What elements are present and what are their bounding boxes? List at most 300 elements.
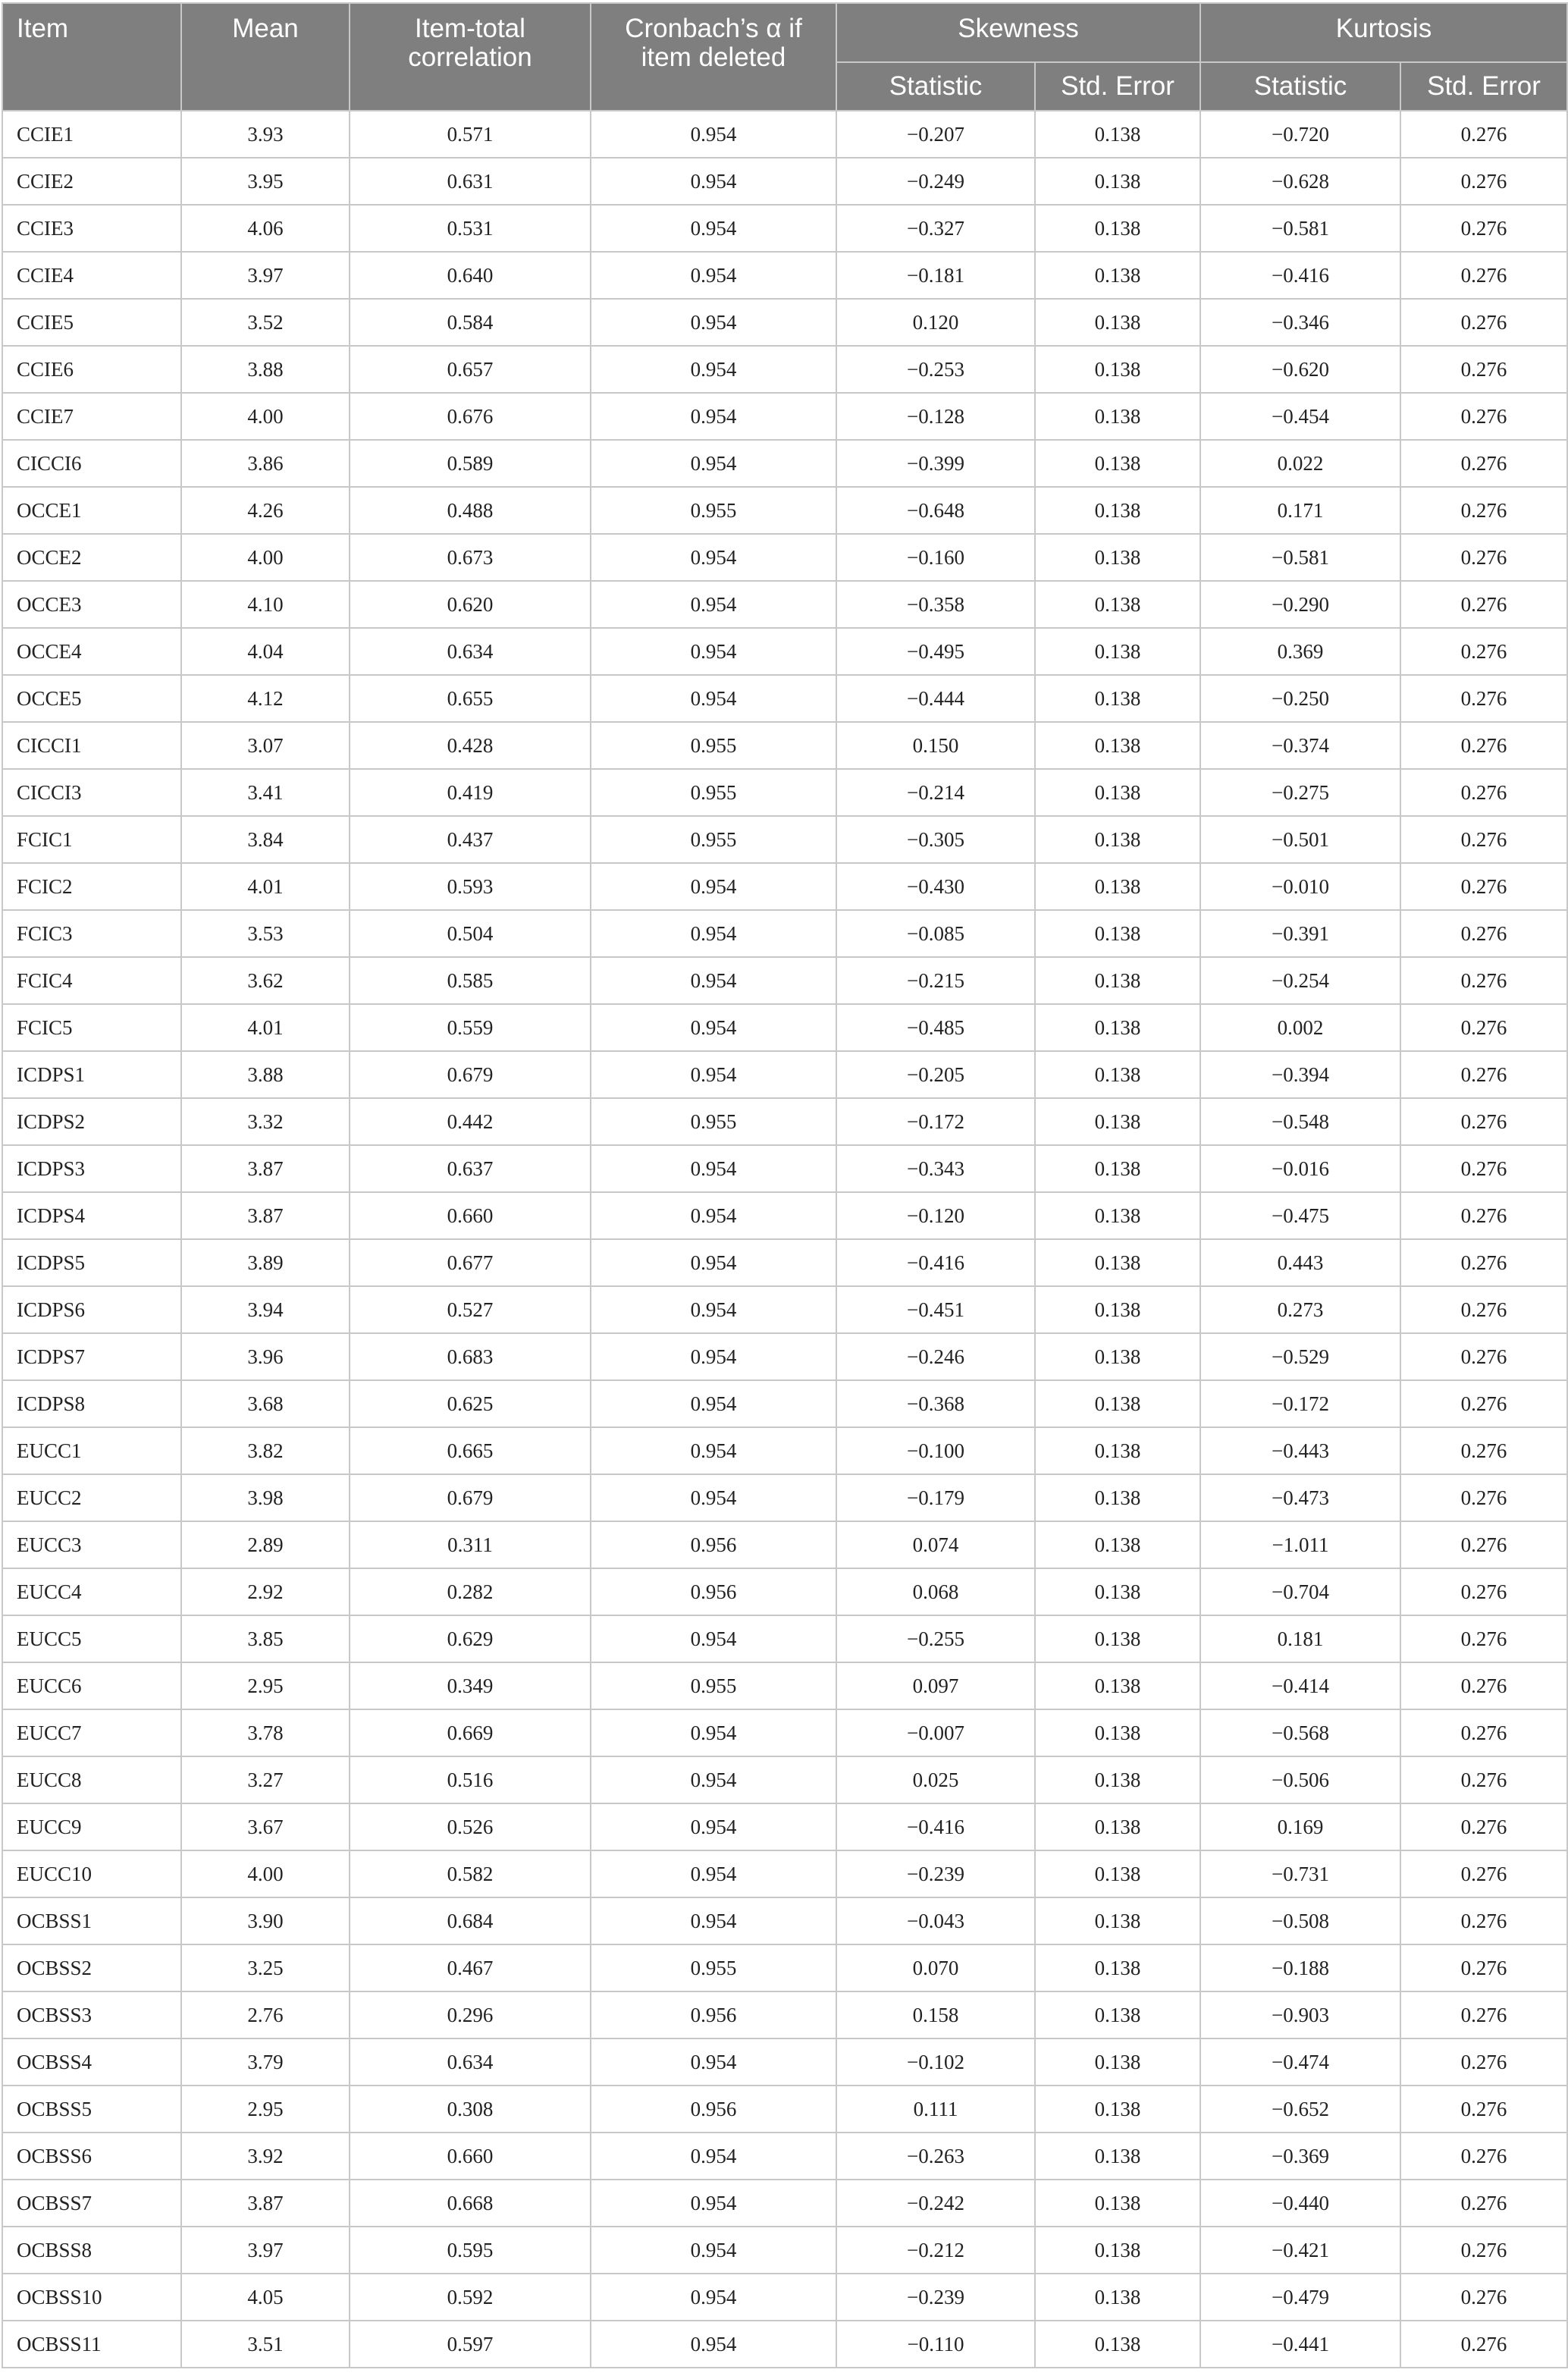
cell-mean: 3.95 [181, 158, 350, 205]
cell-alpha-if-deleted: 0.954 [591, 393, 836, 440]
cell-kurtosis-statistic: −0.254 [1200, 957, 1400, 1004]
cell-skewness-std-error: 0.138 [1035, 1521, 1200, 1568]
cell-alpha-if-deleted: 0.954 [591, 1145, 836, 1192]
cell-kurtosis-statistic: 0.369 [1200, 628, 1400, 675]
cell-item-total-correlation: 0.665 [350, 1427, 591, 1474]
cell-item-total-correlation: 0.677 [350, 1239, 591, 1286]
cell-kurtosis-statistic: −0.506 [1200, 1756, 1400, 1803]
table-row [2, 440, 1567, 487]
cell-skewness-statistic: −0.255 [836, 1615, 1035, 1662]
cell-alpha-if-deleted: 0.954 [591, 581, 836, 628]
cell-item: CCIE3 [2, 205, 181, 252]
cell-skewness-statistic: −0.358 [836, 581, 1035, 628]
cell-skewness-statistic: 0.070 [836, 1944, 1035, 1991]
cell-item: OCBSS5 [2, 2086, 181, 2133]
header-item: Item [2, 3, 181, 111]
table-row [2, 1004, 1567, 1051]
cell-kurtosis-std-error: 0.276 [1400, 1850, 1567, 1897]
cell-skewness-std-error: 0.138 [1035, 1897, 1200, 1944]
cell-kurtosis-std-error: 0.276 [1400, 1474, 1567, 1521]
cell-kurtosis-std-error: 0.276 [1400, 1568, 1567, 1615]
cell-skewness-std-error: 0.138 [1035, 1709, 1200, 1756]
cell-skewness-statistic: −0.160 [836, 534, 1035, 581]
cell-item: OCBSS10 [2, 2274, 181, 2321]
cell-kurtosis-std-error: 0.276 [1400, 1615, 1567, 1662]
cell-kurtosis-statistic: −0.628 [1200, 158, 1400, 205]
cell-item: OCCE5 [2, 675, 181, 722]
cell-kurtosis-std-error: 0.276 [1400, 252, 1567, 299]
cell-mean: 3.85 [181, 1615, 350, 1662]
cell-item: FCIC3 [2, 910, 181, 957]
cell-item: CCIE4 [2, 252, 181, 299]
cell-item-total-correlation: 0.668 [350, 2180, 591, 2227]
header-alpha-if-deleted: Cronbach’s α if item deleted [591, 3, 836, 111]
cell-alpha-if-deleted: 0.954 [591, 2038, 836, 2086]
cell-item-total-correlation: 0.592 [350, 2274, 591, 2321]
cell-mean: 3.27 [181, 1756, 350, 1803]
cell-mean: 2.76 [181, 1991, 350, 2038]
cell-kurtosis-statistic: −0.010 [1200, 863, 1400, 910]
cell-item: OCBSS11 [2, 2321, 181, 2368]
cell-mean: 4.01 [181, 1004, 350, 1051]
cell-mean: 3.87 [181, 1192, 350, 1239]
cell-mean: 4.04 [181, 628, 350, 675]
cell-kurtosis-statistic: −0.374 [1200, 722, 1400, 769]
cell-skewness-std-error: 0.138 [1035, 581, 1200, 628]
cell-alpha-if-deleted: 0.956 [591, 1568, 836, 1615]
cell-skewness-statistic: 0.068 [836, 1568, 1035, 1615]
cell-alpha-if-deleted: 0.955 [591, 1098, 836, 1145]
cell-item: EUCC8 [2, 1756, 181, 1803]
cell-skewness-statistic: 0.111 [836, 2086, 1035, 2133]
header-kurtosis-std-error: Std. Error [1400, 62, 1567, 111]
table-row [2, 1192, 1567, 1239]
cell-item-total-correlation: 0.597 [350, 2321, 591, 2368]
cell-alpha-if-deleted: 0.954 [591, 1427, 836, 1474]
cell-alpha-if-deleted: 0.954 [591, 2180, 836, 2227]
cell-kurtosis-std-error: 0.276 [1400, 910, 1567, 957]
cell-mean: 3.51 [181, 2321, 350, 2368]
cell-item: OCBSS6 [2, 2133, 181, 2180]
cell-kurtosis-std-error: 0.276 [1400, 205, 1567, 252]
cell-skewness-statistic: −0.007 [836, 1709, 1035, 1756]
cell-item-total-correlation: 0.637 [350, 1145, 591, 1192]
cell-skewness-std-error: 0.138 [1035, 675, 1200, 722]
cell-skewness-std-error: 0.138 [1035, 1991, 1200, 2038]
cell-skewness-statistic: −0.120 [836, 1192, 1035, 1239]
cell-skewness-statistic: −0.215 [836, 957, 1035, 1004]
cell-item: OCBSS1 [2, 1897, 181, 1944]
cell-item: EUCC10 [2, 1850, 181, 1897]
cell-alpha-if-deleted: 0.955 [591, 722, 836, 769]
cell-skewness-std-error: 0.138 [1035, 2274, 1200, 2321]
cell-skewness-statistic: −0.179 [836, 1474, 1035, 1521]
cell-skewness-statistic: −0.085 [836, 910, 1035, 957]
cell-kurtosis-statistic: −0.731 [1200, 1850, 1400, 1897]
table-row [2, 1098, 1567, 1145]
cell-item: CCIE6 [2, 346, 181, 393]
cell-skewness-statistic: −0.368 [836, 1380, 1035, 1427]
cell-skewness-std-error: 0.138 [1035, 910, 1200, 957]
cell-alpha-if-deleted: 0.956 [591, 1991, 836, 2038]
cell-mean: 3.90 [181, 1897, 350, 1944]
cell-item-total-correlation: 0.655 [350, 675, 591, 722]
table-row [2, 957, 1567, 1004]
cell-skewness-std-error: 0.138 [1035, 1568, 1200, 1615]
cell-item: CCIE7 [2, 393, 181, 440]
cell-item: OCBSS8 [2, 2227, 181, 2274]
cell-mean: 3.97 [181, 2227, 350, 2274]
cell-mean: 3.82 [181, 1427, 350, 1474]
cell-kurtosis-std-error: 0.276 [1400, 1897, 1567, 1944]
cell-alpha-if-deleted: 0.954 [591, 205, 836, 252]
cell-item: FCIC4 [2, 957, 181, 1004]
cell-skewness-std-error: 0.138 [1035, 205, 1200, 252]
cell-kurtosis-std-error: 0.276 [1400, 1333, 1567, 1380]
cell-mean: 3.68 [181, 1380, 350, 1427]
table-row [2, 863, 1567, 910]
cell-mean: 4.06 [181, 205, 350, 252]
cell-skewness-statistic: −0.430 [836, 863, 1035, 910]
cell-kurtosis-std-error: 0.276 [1400, 1803, 1567, 1850]
cell-skewness-std-error: 0.138 [1035, 534, 1200, 581]
cell-item-total-correlation: 0.419 [350, 769, 591, 816]
cell-kurtosis-std-error: 0.276 [1400, 1192, 1567, 1239]
cell-mean: 3.41 [181, 769, 350, 816]
cell-mean: 3.52 [181, 299, 350, 346]
cell-alpha-if-deleted: 0.955 [591, 1662, 836, 1709]
header-kurtosis-statistic: Statistic [1200, 62, 1400, 111]
cell-alpha-if-deleted: 0.954 [591, 111, 836, 158]
cell-mean: 3.97 [181, 252, 350, 299]
cell-item: EUCC6 [2, 1662, 181, 1709]
cell-alpha-if-deleted: 0.954 [591, 252, 836, 299]
cell-item-total-correlation: 0.467 [350, 1944, 591, 1991]
cell-skewness-statistic: −0.102 [836, 2038, 1035, 2086]
cell-skewness-std-error: 0.138 [1035, 1944, 1200, 1991]
cell-skewness-std-error: 0.138 [1035, 1380, 1200, 1427]
cell-item: OCCE3 [2, 581, 181, 628]
cell-kurtosis-std-error: 0.276 [1400, 2227, 1567, 2274]
cell-alpha-if-deleted: 0.954 [591, 1051, 836, 1098]
table-row [2, 628, 1567, 675]
cell-kurtosis-std-error: 0.276 [1400, 440, 1567, 487]
cell-item-total-correlation: 0.629 [350, 1615, 591, 1662]
cell-mean: 2.92 [181, 1568, 350, 1615]
cell-item: OCBSS7 [2, 2180, 181, 2227]
table-row [2, 1568, 1567, 1615]
cell-kurtosis-std-error: 0.276 [1400, 534, 1567, 581]
cell-skewness-statistic: 0.025 [836, 1756, 1035, 1803]
cell-skewness-statistic: −0.181 [836, 252, 1035, 299]
cell-mean: 4.00 [181, 534, 350, 581]
cell-mean: 4.10 [181, 581, 350, 628]
cell-mean: 3.67 [181, 1803, 350, 1850]
cell-kurtosis-statistic: −0.441 [1200, 2321, 1400, 2368]
cell-skewness-statistic: −0.172 [836, 1098, 1035, 1145]
cell-item: CICCI3 [2, 769, 181, 816]
cell-skewness-std-error: 0.138 [1035, 1051, 1200, 1098]
table-row [2, 1756, 1567, 1803]
cell-item-total-correlation: 0.428 [350, 722, 591, 769]
cell-alpha-if-deleted: 0.954 [591, 299, 836, 346]
cell-kurtosis-statistic: −0.454 [1200, 393, 1400, 440]
cell-mean: 3.87 [181, 2180, 350, 2227]
cell-item: ICDPS2 [2, 1098, 181, 1145]
cell-skewness-statistic: −0.416 [836, 1803, 1035, 1850]
cell-kurtosis-statistic: −0.016 [1200, 1145, 1400, 1192]
cell-skewness-std-error: 0.138 [1035, 1803, 1200, 1850]
header-kurtosis: Kurtosis [1200, 3, 1567, 62]
cell-kurtosis-statistic: −0.172 [1200, 1380, 1400, 1427]
cell-skewness-std-error: 0.138 [1035, 2086, 1200, 2133]
cell-kurtosis-std-error: 0.276 [1400, 2038, 1567, 2086]
cell-item: OCBSS2 [2, 1944, 181, 1991]
cell-kurtosis-std-error: 0.276 [1400, 816, 1567, 863]
cell-kurtosis-std-error: 0.276 [1400, 1521, 1567, 1568]
cell-mean: 3.32 [181, 1098, 350, 1145]
table-row [2, 534, 1567, 581]
cell-item-total-correlation: 0.679 [350, 1474, 591, 1521]
cell-skewness-statistic: −0.485 [836, 1004, 1035, 1051]
table-row [2, 2038, 1567, 2086]
cell-alpha-if-deleted: 0.954 [591, 1286, 836, 1333]
cell-item-total-correlation: 0.640 [350, 252, 591, 299]
cell-kurtosis-statistic: 0.169 [1200, 1803, 1400, 1850]
cell-item-total-correlation: 0.559 [350, 1004, 591, 1051]
cell-item: EUCC4 [2, 1568, 181, 1615]
cell-item-total-correlation: 0.634 [350, 628, 591, 675]
cell-skewness-std-error: 0.138 [1035, 1286, 1200, 1333]
cell-skewness-statistic: 0.074 [836, 1521, 1035, 1568]
cell-kurtosis-std-error: 0.276 [1400, 957, 1567, 1004]
cell-mean: 2.95 [181, 1662, 350, 1709]
cell-item: CCIE1 [2, 111, 181, 158]
cell-item-total-correlation: 0.442 [350, 1098, 591, 1145]
cell-kurtosis-std-error: 0.276 [1400, 2180, 1567, 2227]
cell-kurtosis-statistic: −0.275 [1200, 769, 1400, 816]
cell-kurtosis-std-error: 0.276 [1400, 2274, 1567, 2321]
cell-skewness-statistic: −0.214 [836, 769, 1035, 816]
table-row [2, 252, 1567, 299]
cell-item-total-correlation: 0.585 [350, 957, 591, 1004]
table-row [2, 1991, 1567, 2038]
cell-skewness-statistic: 0.150 [836, 722, 1035, 769]
cell-skewness-statistic: −0.399 [836, 440, 1035, 487]
cell-item-total-correlation: 0.584 [350, 299, 591, 346]
cell-skewness-std-error: 0.138 [1035, 2321, 1200, 2368]
cell-skewness-statistic: −0.305 [836, 816, 1035, 863]
cell-alpha-if-deleted: 0.954 [591, 957, 836, 1004]
table-row [2, 1803, 1567, 1850]
cell-kurtosis-std-error: 0.276 [1400, 1051, 1567, 1098]
cell-item-total-correlation: 0.571 [350, 111, 591, 158]
cell-item-total-correlation: 0.595 [350, 2227, 591, 2274]
table-row [2, 1474, 1567, 1521]
table-row [2, 1709, 1567, 1756]
cell-mean: 3.98 [181, 1474, 350, 1521]
table-row [2, 346, 1567, 393]
cell-mean: 3.07 [181, 722, 350, 769]
table-row [2, 205, 1567, 252]
cell-kurtosis-std-error: 0.276 [1400, 111, 1567, 158]
cell-mean: 4.00 [181, 393, 350, 440]
cell-alpha-if-deleted: 0.954 [591, 440, 836, 487]
cell-skewness-statistic: −0.207 [836, 111, 1035, 158]
cell-item-total-correlation: 0.308 [350, 2086, 591, 2133]
cell-item: ICDPS4 [2, 1192, 181, 1239]
table-row [2, 2321, 1567, 2368]
cell-kurtosis-std-error: 0.276 [1400, 769, 1567, 816]
cell-alpha-if-deleted: 0.954 [591, 1004, 836, 1051]
cell-mean: 3.88 [181, 1051, 350, 1098]
cell-item-total-correlation: 0.437 [350, 816, 591, 863]
cell-mean: 3.86 [181, 440, 350, 487]
table-row [2, 2180, 1567, 2227]
header-skewness: Skewness [836, 3, 1200, 62]
cell-kurtosis-statistic: −1.011 [1200, 1521, 1400, 1568]
cell-skewness-std-error: 0.138 [1035, 1850, 1200, 1897]
cell-alpha-if-deleted: 0.954 [591, 346, 836, 393]
cell-alpha-if-deleted: 0.955 [591, 816, 836, 863]
cell-skewness-statistic: 0.097 [836, 1662, 1035, 1709]
cell-kurtosis-statistic: −0.529 [1200, 1333, 1400, 1380]
cell-mean: 4.26 [181, 487, 350, 534]
cell-mean: 3.25 [181, 1944, 350, 1991]
cell-mean: 3.78 [181, 1709, 350, 1756]
cell-skewness-std-error: 0.138 [1035, 1192, 1200, 1239]
cell-skewness-statistic: −0.239 [836, 2274, 1035, 2321]
cell-alpha-if-deleted: 0.954 [591, 158, 836, 205]
cell-item-total-correlation: 0.589 [350, 440, 591, 487]
cell-kurtosis-statistic: −0.250 [1200, 675, 1400, 722]
cell-alpha-if-deleted: 0.954 [591, 675, 836, 722]
cell-alpha-if-deleted: 0.954 [591, 1850, 836, 1897]
cell-mean: 4.12 [181, 675, 350, 722]
cell-item-total-correlation: 0.625 [350, 1380, 591, 1427]
cell-mean: 2.95 [181, 2086, 350, 2133]
cell-item: FCIC2 [2, 863, 181, 910]
cell-item: EUCC1 [2, 1427, 181, 1474]
cell-item: FCIC1 [2, 816, 181, 863]
table-row [2, 1427, 1567, 1474]
table-row [2, 1051, 1567, 1098]
cell-skewness-std-error: 0.138 [1035, 863, 1200, 910]
cell-alpha-if-deleted: 0.954 [591, 2227, 836, 2274]
cell-item: OCBSS3 [2, 1991, 181, 2038]
cell-item-total-correlation: 0.296 [350, 1991, 591, 2038]
cell-alpha-if-deleted: 0.954 [591, 1709, 836, 1756]
cell-skewness-statistic: −0.416 [836, 1239, 1035, 1286]
cell-mean: 3.79 [181, 2038, 350, 2086]
cell-item-total-correlation: 0.673 [350, 534, 591, 581]
cell-skewness-statistic: −0.263 [836, 2133, 1035, 2180]
cell-item-total-correlation: 0.311 [350, 1521, 591, 1568]
cell-item-total-correlation: 0.679 [350, 1051, 591, 1098]
cell-alpha-if-deleted: 0.956 [591, 2086, 836, 2133]
table-row [2, 581, 1567, 628]
cell-item: OCCE4 [2, 628, 181, 675]
cell-kurtosis-statistic: −0.369 [1200, 2133, 1400, 2180]
table-row [2, 722, 1567, 769]
cell-kurtosis-std-error: 0.276 [1400, 2321, 1567, 2368]
cell-skewness-std-error: 0.138 [1035, 299, 1200, 346]
cell-mean: 3.93 [181, 111, 350, 158]
table-row [2, 1380, 1567, 1427]
cell-skewness-statistic: −0.495 [836, 628, 1035, 675]
cell-alpha-if-deleted: 0.954 [591, 1474, 836, 1521]
cell-item: OCBSS4 [2, 2038, 181, 2086]
cell-alpha-if-deleted: 0.956 [591, 1521, 836, 1568]
table-row [2, 393, 1567, 440]
cell-item: ICDPS1 [2, 1051, 181, 1098]
cell-skewness-statistic: −0.128 [836, 393, 1035, 440]
cell-skewness-statistic: −0.648 [836, 487, 1035, 534]
cell-kurtosis-std-error: 0.276 [1400, 1756, 1567, 1803]
cell-skewness-std-error: 0.138 [1035, 1427, 1200, 1474]
header-skewness-statistic: Statistic [836, 62, 1035, 111]
cell-skewness-statistic: −0.253 [836, 346, 1035, 393]
cell-alpha-if-deleted: 0.955 [591, 769, 836, 816]
cell-kurtosis-statistic: 0.273 [1200, 1286, 1400, 1333]
cell-kurtosis-std-error: 0.276 [1400, 581, 1567, 628]
table-body [2, 111, 1567, 2368]
table-row [2, 816, 1567, 863]
cell-kurtosis-std-error: 0.276 [1400, 1098, 1567, 1145]
cell-kurtosis-std-error: 0.276 [1400, 1145, 1567, 1192]
cell-item: EUCC3 [2, 1521, 181, 1568]
cell-item-total-correlation: 0.669 [350, 1709, 591, 1756]
cell-kurtosis-statistic: −0.501 [1200, 816, 1400, 863]
table-row [2, 910, 1567, 957]
cell-skewness-statistic: −0.444 [836, 675, 1035, 722]
cell-skewness-statistic: −0.110 [836, 2321, 1035, 2368]
cell-item-total-correlation: 0.676 [350, 393, 591, 440]
cell-item: ICDPS3 [2, 1145, 181, 1192]
cell-kurtosis-std-error: 0.276 [1400, 346, 1567, 393]
cell-item-total-correlation: 0.527 [350, 1286, 591, 1333]
item-statistics-table [2, 2, 1568, 2368]
cell-mean: 3.53 [181, 910, 350, 957]
table-row [2, 675, 1567, 722]
cell-mean: 3.84 [181, 816, 350, 863]
cell-kurtosis-statistic: −0.620 [1200, 346, 1400, 393]
cell-mean: 3.62 [181, 957, 350, 1004]
cell-skewness-statistic: −0.451 [836, 1286, 1035, 1333]
cell-skewness-std-error: 0.138 [1035, 346, 1200, 393]
cell-alpha-if-deleted: 0.954 [591, 910, 836, 957]
cell-kurtosis-statistic: −0.474 [1200, 2038, 1400, 2086]
cell-skewness-std-error: 0.138 [1035, 1615, 1200, 1662]
cell-mean: 4.01 [181, 863, 350, 910]
cell-mean: 4.05 [181, 2274, 350, 2321]
table-row [2, 158, 1567, 205]
cell-skewness-statistic: −0.212 [836, 2227, 1035, 2274]
table-row [2, 111, 1567, 158]
cell-alpha-if-deleted: 0.954 [591, 863, 836, 910]
cell-kurtosis-statistic: 0.443 [1200, 1239, 1400, 1286]
cell-kurtosis-statistic: −0.903 [1200, 1991, 1400, 2038]
table-row [2, 1333, 1567, 1380]
cell-skewness-statistic: −0.343 [836, 1145, 1035, 1192]
cell-kurtosis-std-error: 0.276 [1400, 487, 1567, 534]
cell-mean: 3.89 [181, 1239, 350, 1286]
cell-item: CICCI1 [2, 722, 181, 769]
cell-skewness-statistic: −0.205 [836, 1051, 1035, 1098]
table-row [2, 2133, 1567, 2180]
cell-item-total-correlation: 0.526 [350, 1803, 591, 1850]
cell-item: ICDPS7 [2, 1333, 181, 1380]
